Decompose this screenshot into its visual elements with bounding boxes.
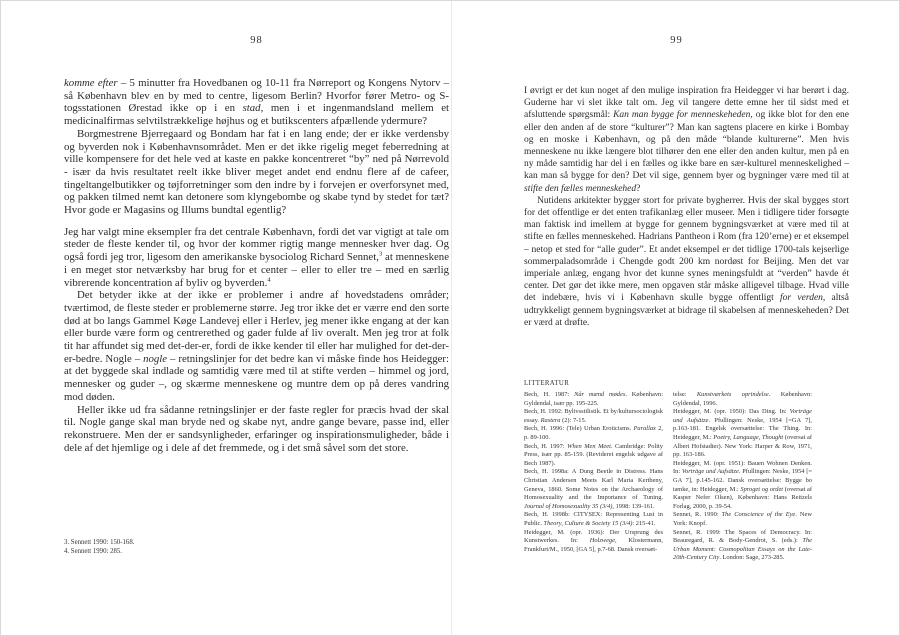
text-segment: . Cambridge: Polity Press, især pp. 85-159. (Revideret engelsk udgave af Bech 1987). <box>524 442 664 467</box>
text-segment: Kan man bygge for menneskeheden <box>613 110 751 121</box>
text-segment: 2, p. 89-100. <box>524 425 664 441</box>
page-number: 98 <box>250 35 263 46</box>
literature-entry <box>673 460 812 512</box>
footnote: 4. Sennett 1990: 285. <box>64 548 122 556</box>
literature-entry <box>524 468 663 511</box>
text-segment: Bech, H. 1996: (Tele) Urban Eroticisms. <box>524 425 634 433</box>
text-segment: Heidegger, M. (opr. 1951): Bauen Wohnen Denken. In: <box>673 459 812 476</box>
text-segment: Rastera <box>540 416 561 424</box>
page-gutter <box>451 1 452 636</box>
literature-entry <box>524 408 663 425</box>
text-segment: ? <box>636 183 641 194</box>
text-segment: . København: Gyldendal, 1996. <box>673 391 812 407</box>
text-segment: , 1998: 139-161. <box>612 502 655 510</box>
text-segment: telse: <box>673 391 697 398</box>
text-segment: stifte den fælles menneskehed <box>524 183 637 194</box>
page-number: 99 <box>670 35 683 46</box>
literature-entry <box>673 511 812 528</box>
left-text-column <box>64 77 449 454</box>
text-segment: Journal of Homosexuality 35 (3/4) <box>524 502 613 510</box>
literature-entry <box>524 391 663 408</box>
text-segment: Vorträge und Aufsätze <box>673 408 812 424</box>
text-segment: . Pfullingen: Neske, 1954 [=GA 7], p.163-181. Engelsk oversættelse: The Thing. In: Heidegger, M.: <box>673 416 812 441</box>
text-segment: , Klostermann, Frankfurt/M., 1950, [GA 5], p.7-68. Dansk oversæt- <box>524 537 663 553</box>
text-segment: Heidegger, M. (opr. 1936): Der Ursprung des Kunstwerkes. In: <box>524 528 663 545</box>
text-segment: : 215-41. <box>632 519 656 527</box>
literature-entry <box>673 529 812 563</box>
literature-entry <box>673 408 812 460</box>
text-segment: Bech, H. 1992: Bylivsstilistik. Et by/kultursociologisk essay. <box>524 408 663 424</box>
paragraph <box>64 77 449 128</box>
text-segment: Heller ikke ud fra sådanne retningslinjer er der faste regler for præcis hvad der skal til. Nogle gange skal man bryde ned og skabe nyt, andre gange bevare, passe ind, eller rekonstruere. Men der er sandsynligheder, erfaringer og inspirationsmuligheder, både i dele af det hjemlige og i dele af det fremmede, og i det små såvel som det store. <box>64 403 449 454</box>
literature-entry <box>673 391 812 408</box>
footnote-marker: 4 <box>267 275 271 283</box>
text-segment: . London: Sage, 273-285. <box>719 554 785 562</box>
text-segment: komme efter <box>64 77 118 89</box>
text-segment: nogle <box>143 352 168 365</box>
text-segment: Holzwege <box>589 537 615 545</box>
paragraph <box>524 195 849 329</box>
text-segment: , og ikke blot for den ene eller den anden af de store “kulturer”? Man kan sagtens placere en kirke i Bombay og en moske i København, og på den måde “blande kulturerne”. Men hvis menneskene nu ikke længere blot tilhører den ene eller den anden kultur, men på en ny måde samtidig har del i en fælles og ikke bare en sær-kulturel menneskelighed – kan man så bygge for den? Det vil sige, gennem byer og bygninger være med til at <box>524 110 850 182</box>
text-segment: Theory, Culture & Society 15 (3/4) <box>543 519 633 527</box>
literature-heading: LITTERATUR <box>524 380 570 387</box>
footnote: 3. Sennett 1990: 150-168. <box>64 539 135 546</box>
page-98 <box>1 1 451 636</box>
text-segment: Bech, H. 1997: <box>524 442 568 450</box>
right-text-column <box>524 85 849 329</box>
text-segment: I øvrigt er det kun noget af den mulige inspiration fra Heidegger vi har berørt i dag. Guderne har vi slet ikke talt om. Jeg vil tangere dette emne her til sidst med et afsluttende spørgsmål: <box>524 86 849 121</box>
footnote-list <box>64 538 264 557</box>
text-segment: Bech, H. 1998a: A Dung Beetle in Distress. Hans Christian Andersen Meets Karl Maria Kertbeny, Geneva, 1860. Some Notes on the Archaeology of Homosexuality and the Importance of Tuning. <box>524 468 663 502</box>
text-segment: Parallax <box>633 425 656 433</box>
text-segment: When Men Meet <box>567 442 611 450</box>
text-segment: – retningslinjer for det bedre kan vi måske finde hos Heidegger: at det byggede skal indlade og samtidig være med til at stifte verden – himmel og jord, mennesker og guder –, og skærme menneskene og muntre dem op på deres vandring mod døden. <box>64 352 450 403</box>
text-segment: (2): 7-15. <box>560 416 587 424</box>
literature-column-1 <box>524 391 663 563</box>
text-segment: – 5 minutter fra Hovedbanen og 10-11 fra Nørreport og Kongens Nytorv – så København blev en by med to centre, ligesom Berlin? Hvorfor fører Metro- og S-togsstationen Ørestad ikke op i en <box>64 77 449 115</box>
text-segment: (oversat af Albert Hofstadter). New York: Harper & Row, 1971, pp. 163-186. <box>673 433 812 459</box>
paragraph <box>524 85 849 195</box>
literature-entry <box>524 425 663 442</box>
paragraph <box>64 289 449 403</box>
paragraph <box>64 226 449 290</box>
literature-column-2 <box>673 391 812 563</box>
text-segment: Jeg har valgt mine eksempler fra det centrale København, fordi det var vigtigt at tale om steder de fleste kender til, og hvor der kommer rigtig mange mennesker hver dag. Og også fordi jeg tror, ligesom den amerikanske bysociolog Richard Sennet, <box>64 225 449 264</box>
text-segment: at menneskene i en meget stor netværksby har brug for et center – eller to eller tre – med en særlig vibrerende koncentration af byliv og byverden. <box>64 251 449 289</box>
text-segment: Nutidens arkitekter bygger stort for private bygherrer. Hvis der skal bygges stort for det offentlige er det enten trafikanlæg eller museer. Men i tidligere tider forsøgte man faktisk ind imellem at bygge for gennem bygningsværket at være med til at stifte en fælles menneskehed. Hadrians Pantheon i Rom (fra 120’erne) er et eksempel – netop et sted for “alle guder”. Et andet eksempel er det tidlige 1700-tals kejserlige sommerpaladsområde i Chengde godt 200 km nordøst for Beijing. Men det var imperiale anlæg, engang hvor det kunne synes meningsfuldt at “verden” havde ét center. Det gør det ikke mere, men opgaven står måske alligevel tilbage. Hvad ville det indebære, hvis vi i København skulle bygge offentligt <box>524 195 849 304</box>
text-segment: Heidegger, M. (opr. 1950): Das Ding. In: <box>673 408 790 416</box>
text-segment: Bech, H. 1987: <box>524 391 575 398</box>
text-segment: . Pfullingen: Neske, 1954 [= GA 7], p.145-162. Dansk oversættelse: Bygge bo tænke, in: Heidegger, M.: <box>673 468 812 493</box>
text-segment: Sennet, R. 1999: The Spaces of Democracy. In: Beauregard, R. & Body-Gendrot, S. (eds.): <box>673 528 812 545</box>
text-segment: The Conscience of the Eye <box>721 511 796 519</box>
literature-entry <box>524 529 663 555</box>
text-segment: Bech, H. 1998b: CITYSEX: Representing Lust in Public. <box>524 511 663 527</box>
literature-entry <box>524 443 663 469</box>
literature-columns <box>524 391 812 563</box>
text-segment: for verden <box>780 293 823 304</box>
literature-entry <box>524 511 663 528</box>
text-segment: stad <box>242 102 261 115</box>
text-segment: The Urban Moment: Cosmopolitan Essays on the Late-20th-Century City <box>673 537 812 562</box>
paragraph <box>64 404 449 455</box>
text-segment: Når mænd mødes <box>574 391 626 398</box>
text-segment: , men i et ingenmandsland mellem et medicinalfirmas selvtilstrækkelige højhus og et butikscenters afpællende ydermure? <box>64 102 450 128</box>
text-segment: (oversat af Kasper Nefer Olsen), København: Hans Reitzels Forlag, 2000, p. 39-54. <box>673 485 812 510</box>
footnote-marker: 3 <box>378 250 383 258</box>
text-segment: . New York: Knopf. <box>673 511 812 527</box>
text-segment: Sennet, R. 1990: <box>673 511 722 519</box>
text-segment: Poetry, Language, Thought <box>713 433 784 441</box>
page-99 <box>451 1 900 636</box>
text-segment: . København: Gyldendal, især pp. 195-225. <box>524 391 663 407</box>
text-segment: Kunstværkets oprindelse <box>696 391 769 398</box>
paragraph <box>64 128 449 217</box>
text-segment: Sproget og ordet <box>740 485 784 493</box>
text-segment: , altså udtrykkeligt gennem bygningsværket at bidrage til skabelsen af menneskeheden? Det er værd at drøfte. <box>524 293 849 328</box>
text-segment: Det betyder ikke at der ikke er problemer i andre af hovedstadens områder; tværtimod, de fleste steder er problemerne større. Jeg tror ikke det er værre end den sorte død at bo langs Gammel Køge Landevej eller i Herlev, jeg mener ikke engang at der kan eller burde være form og centrerethed og gader fulde af liv overalt. Men jeg tror at folk tit har affundet sig med det-der-er, fordi de ikke kender til eller har mulighed for det-der-er-bedre. Nogle – <box>64 289 449 365</box>
text-segment: Vorträge und Aufsätze <box>681 468 739 476</box>
text-segment: Borgmestrene Bjerregaard og Bondam har fat i en lang ende; der er ikke verdensby og byverden nok i Københavnsområdet. Men er det ikke rigelig meget feberredning at ville kompensere for det hele ved at kaste en pakke koncentreret “by” ned på Nørrevold - især da hvis resultatet reelt ikke bliver meget andet end endnu flere af de cafeer, tingeltangelbutikker og tøjforretninger som den indre by i forvejen er overforsynet med, og pakken tilmed nemt kan detonere som klyngebombe og skabe tynd by stedet for tæt? Hvor gode er Magasins og Illums bundtal egentlig? <box>64 127 449 217</box>
literature-section <box>524 380 812 563</box>
